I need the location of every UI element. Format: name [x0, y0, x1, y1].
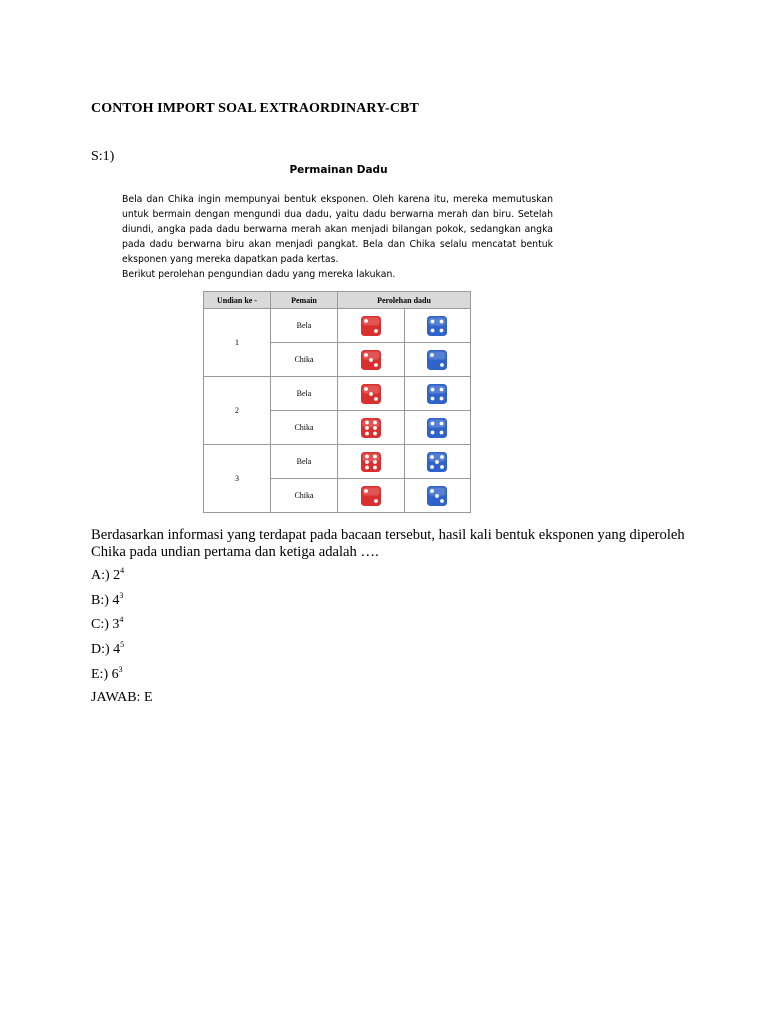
round-number-cell: 3 — [204, 445, 271, 513]
die-pip — [431, 319, 435, 323]
table-row — [204, 445, 471, 479]
table-row — [204, 309, 471, 343]
blue-die-4-icon — [426, 315, 448, 337]
die-pip — [430, 455, 434, 459]
die-pip — [430, 353, 434, 357]
die-pip — [430, 489, 434, 493]
die-pip — [440, 499, 444, 503]
player-cell: Chika — [271, 479, 338, 513]
die-pip — [440, 465, 444, 469]
blue-die-3-icon — [426, 485, 448, 507]
die-pip — [440, 430, 444, 434]
red-die-6-icon — [360, 417, 382, 439]
answer-key: JAWAB: E — [91, 690, 153, 705]
die-pip — [365, 454, 369, 458]
header-round: Undian ke - — [204, 292, 271, 309]
die-pip — [440, 455, 444, 459]
red-die-3-icon — [360, 383, 382, 405]
die-pip — [374, 397, 378, 401]
red-die-cell — [338, 479, 405, 513]
die-pip — [373, 431, 377, 435]
die-pip — [373, 426, 377, 430]
option-e: E:) $6^3$ — [91, 665, 123, 682]
die-pip — [435, 494, 439, 498]
die-pip — [431, 328, 435, 332]
blue-die-cell — [404, 411, 471, 445]
blue-die-5-icon — [426, 451, 448, 473]
die-pip — [364, 387, 368, 391]
red-die-cell — [338, 411, 405, 445]
option-a: A:) $2^4$ — [91, 566, 125, 583]
die-pip — [435, 460, 439, 464]
red-die-2-icon — [360, 485, 382, 507]
die-pip — [440, 387, 444, 391]
dice-results-table — [203, 291, 471, 513]
option-b: B:) $4^3$ — [91, 591, 124, 608]
die-pip — [369, 358, 373, 362]
die-pip — [364, 353, 368, 357]
passage-text — [122, 192, 553, 282]
die-pip — [365, 460, 369, 464]
blue-die-cell — [404, 309, 471, 343]
round-number-cell: 2 — [204, 377, 271, 445]
die-pip — [365, 420, 369, 424]
die-pip — [440, 363, 444, 367]
header-player: Pemain — [271, 292, 338, 309]
red-die-2-icon — [360, 315, 382, 337]
red-die-6-icon — [360, 451, 382, 473]
blue-die-cell — [404, 479, 471, 513]
blue-die-2-icon — [426, 349, 448, 371]
round-number-cell: 1 — [204, 309, 271, 377]
die-pip — [430, 465, 434, 469]
die-pip — [365, 431, 369, 435]
die-pip — [364, 489, 368, 493]
die-pip — [440, 328, 444, 332]
die-pip — [440, 319, 444, 323]
passage-last-line: Berikut perolehan pengundian dadu yang mereka lakukan. — [122, 269, 396, 280]
die-pip — [431, 396, 435, 400]
die-pip — [374, 499, 378, 503]
red-die-cell — [338, 343, 405, 377]
die-pip — [374, 363, 378, 367]
red-die-cell — [338, 445, 405, 479]
red-die-3-icon — [360, 349, 382, 371]
player-cell: Chika — [271, 411, 338, 445]
red-die-cell — [338, 377, 405, 411]
blue-die-cell — [404, 377, 471, 411]
passage-title: Permainan Dadu — [289, 164, 388, 176]
die-pip — [373, 460, 377, 464]
die-pip — [431, 387, 435, 391]
die-pip — [365, 426, 369, 430]
die-pip — [365, 465, 369, 469]
die-pip — [431, 421, 435, 425]
header-dice-result: Perolehan dadu — [338, 292, 471, 309]
player-cell: Chika — [271, 343, 338, 377]
die-pip — [364, 319, 368, 323]
option-d: D:) $4^5$ — [91, 640, 125, 657]
player-cell: Bela — [271, 445, 338, 479]
die-pip — [373, 420, 377, 424]
die-pip — [431, 430, 435, 434]
document-title: CONTOH IMPORT SOAL EXTRAORDINARY-CBT — [91, 101, 419, 116]
passage-paragraph: Bela dan Chika ingin mempunyai bentuk eksponen. Oleh karena itu, mereka memutuskan untuk bermain dengan mengundi dua dadu, yaitu dadu berwarna merah dan biru. Setelah diundi, angka pada dadu berwarna merah akan menjadi bilangan pokok, sedangkan angka pada dadu berwarna biru akan menjadi pangkat. Bela dan Chika selalu mencatat bentuk eksponen yang mereka dapatkan pada kertas. — [122, 194, 553, 265]
blue-die-4-icon — [426, 383, 448, 405]
table-row — [204, 377, 471, 411]
blue-die-4-icon — [426, 417, 448, 439]
die-pip — [369, 392, 373, 396]
die-pip — [373, 465, 377, 469]
die-pip — [373, 454, 377, 458]
die-pip — [374, 329, 378, 333]
blue-die-cell — [404, 445, 471, 479]
die-pip — [440, 396, 444, 400]
option-c: C:) $3^4$ — [91, 615, 124, 632]
die-pip — [440, 421, 444, 425]
blue-die-cell — [404, 343, 471, 377]
player-cell: Bela — [271, 377, 338, 411]
red-die-cell — [338, 309, 405, 343]
player-cell: Bela — [271, 309, 338, 343]
question-text: Berdasarkan informasi yang terdapat pada bacaan tersebut, hasil kali bentuk eksponen yang diperoleh Chika pada undian pertama dan ketiga adalah …. — [91, 527, 685, 560]
question-number: S:1) — [91, 149, 115, 164]
table-header-row — [204, 292, 471, 309]
